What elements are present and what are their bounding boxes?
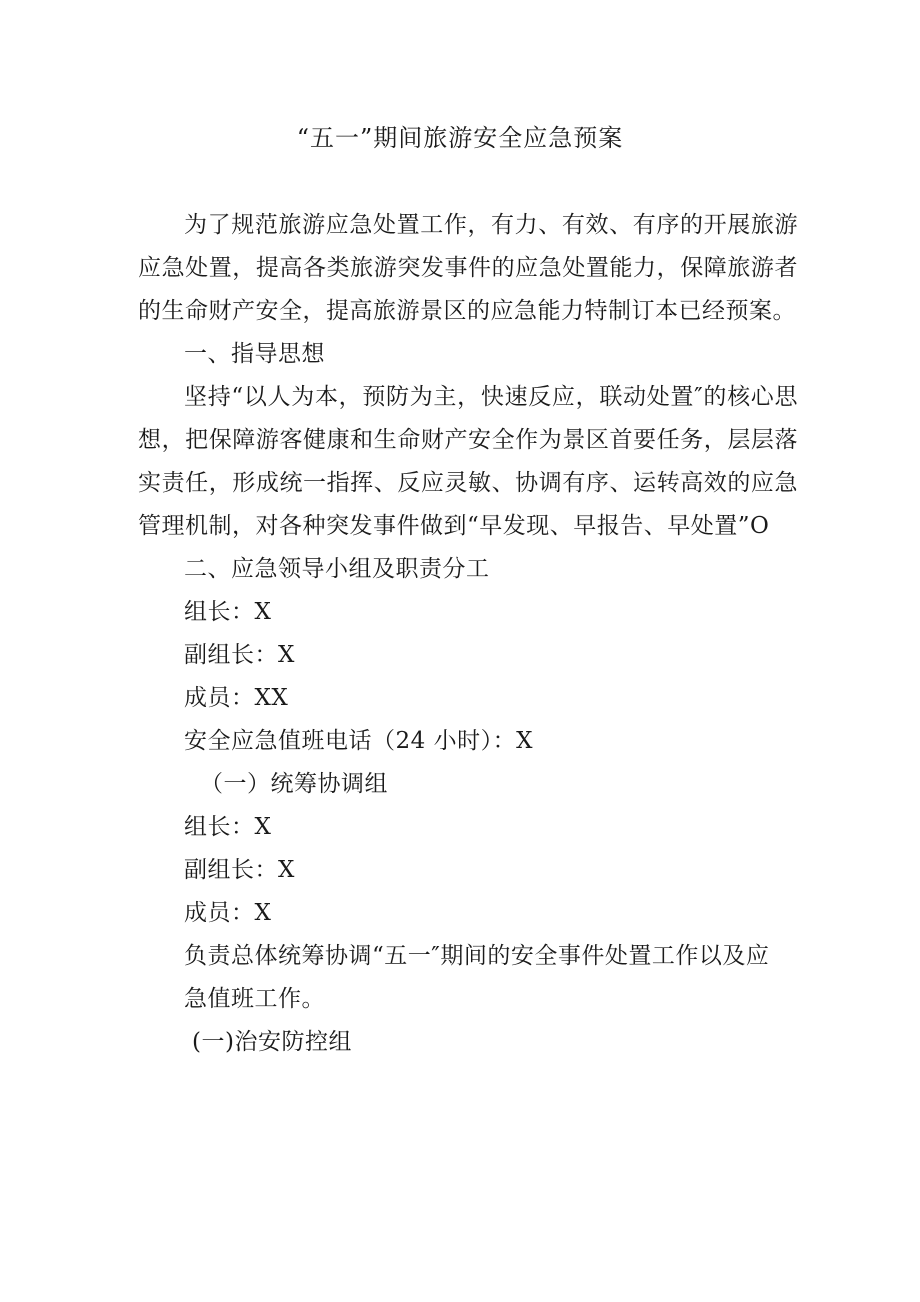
intro-paragraph: 为了规范旅游应急处置工作，有力、有效、有序的开展旅游应急处置，提高各类旅游突发事件的应急处置能力，保障旅游者的生命财产安全，提高旅游景区的应急能力特制订本已经预案。	[138, 212, 798, 324]
group1-members-line: 成员：X	[184, 900, 272, 926]
hotline-line: 安全应急值班电话（24 小时）：X	[184, 728, 533, 754]
group1-duty-line-1: 负责总体统筹协调“五一″期间的安全事件处置工作以及应	[184, 943, 770, 969]
section-heading-guiding-ideology: 一、指导思想	[184, 341, 325, 367]
deputy-leader-line: 副组长：X	[184, 642, 295, 668]
document-body	[138, 204, 798, 1064]
group1-leader-line: 组长：X	[184, 814, 272, 840]
document-title: “五一”期间旅游安全应急预案	[296, 124, 624, 152]
group1-deputy-line: 副组长：X	[184, 857, 295, 883]
group1-duty-line-2: 急值班工作。	[184, 986, 325, 1012]
subsection-heading-security-group: (一)治安防控组	[192, 1029, 352, 1055]
subsection-heading-coordination-group: （一）统筹协调组	[200, 771, 388, 797]
section-heading-leadership-group: 二、应急领导小组及职责分工	[184, 556, 490, 582]
leader-line: 组长：X	[184, 599, 272, 625]
guiding-ideology-paragraph: 坚持“以人为本，预防为主，快速反应，联动处置″的核心思想，把保障游客健康和生命财产安全作为景区首要任务，层层落实责任，形成统一指挥、反应灵敏、协调有序、运转高效的应急管理机制，对各种突发事件做到“早发现、早报告、早处置”O	[138, 384, 798, 539]
members-line: 成员：XX	[184, 685, 289, 711]
